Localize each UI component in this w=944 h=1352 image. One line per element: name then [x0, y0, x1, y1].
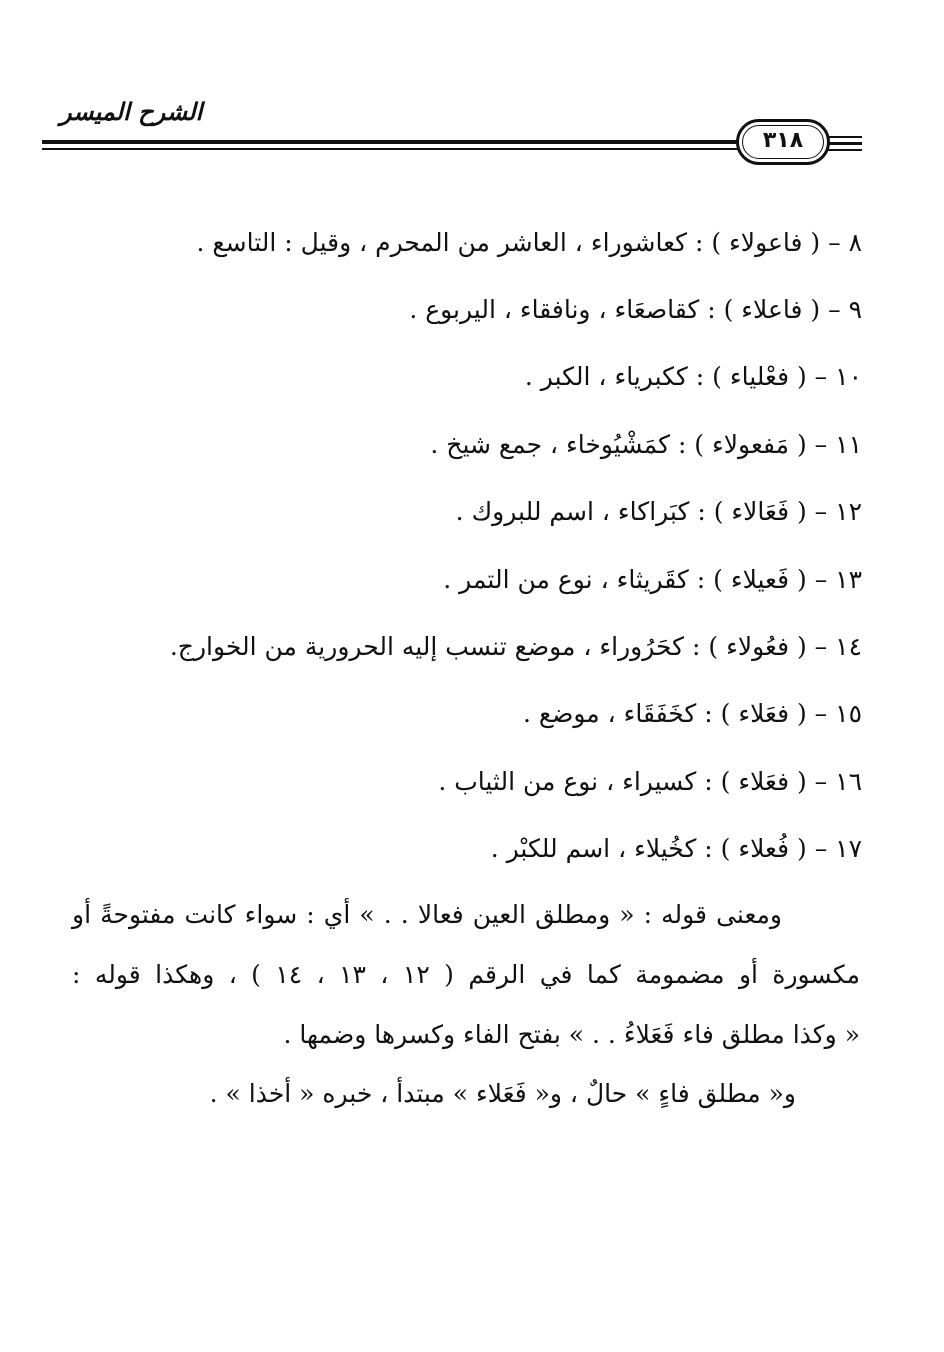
page-header: [0, 0, 944, 190]
list-item: ٨ – ( فاعولاء ) : كعاشوراء ، العاشر من المحرم ، وقيل : التاسع .: [196, 228, 862, 257]
header-rule-thick: [42, 140, 742, 144]
explanation-paragraph: [72, 898, 860, 1052]
list-item: ١٤ – ( فعُولاء ) : كحَرُوراء ، موضع تنسب إليه الحرورية من الخوارج.: [169, 632, 862, 661]
list-item: ١١ – ( مَفعولاء ) : كمَشْيُوخاء ، جمع شيخ .: [430, 430, 862, 459]
header-rule-right: [826, 149, 862, 151]
page-number-badge: [736, 119, 830, 165]
list-item: ١٠ – ( فعْلياء ) : ككبرياء ، الكبر .: [524, 362, 862, 391]
page-number: ٣١٨: [762, 128, 804, 153]
paragraph-line: ومعنى قوله : « ومطلق العين فعالا . . » أي : سواء كانت مفتوحةً أو: [72, 900, 782, 929]
running-title: الشرح الميسر: [60, 98, 203, 126]
paragraph-line: « وكذا مطلق فاء فَعَلاءُ . . » بفتح الفاء وكسرها وضمها .: [283, 1020, 860, 1049]
list-item: ١٢ – ( فَعَالاء ) : كبَراكاء ، اسم للبروك .: [455, 497, 862, 526]
list-item: ١٥ – ( فعَلاء ) : كخَفَقَاء ، موضع .: [522, 699, 862, 728]
list-item: ١٧ – ( فُعلاء ) : كخُيلاء ، اسم للكبْر .: [490, 834, 862, 863]
paragraph-line: مكسورة أو مضمومة كما في الرقم ( ١٢ ، ١٣ ، ١٤ ) ، وهكذا قوله :: [72, 960, 860, 989]
list-item: ٩ – ( فاعلاء ) : كقاصعَاء ، ونافقاء ، اليربوع .: [409, 295, 862, 324]
list-item: ١٣ – ( فَعيلاء ) : كقَريثاء ، نوع من التمر .: [443, 565, 862, 594]
list-item: ١٦ – ( فعَلاء ) : كسيراء ، نوع من الثياب .: [438, 767, 862, 796]
header-rule-right: [826, 142, 862, 145]
header-rule-right: [826, 136, 862, 138]
grammar-note: و« مطلق فاءٍ » حالٌ ، و« فَعَلاء » مبتدأ ، خبره « أخذا » .: [209, 1079, 796, 1108]
header-rule-thin: [42, 148, 742, 150]
